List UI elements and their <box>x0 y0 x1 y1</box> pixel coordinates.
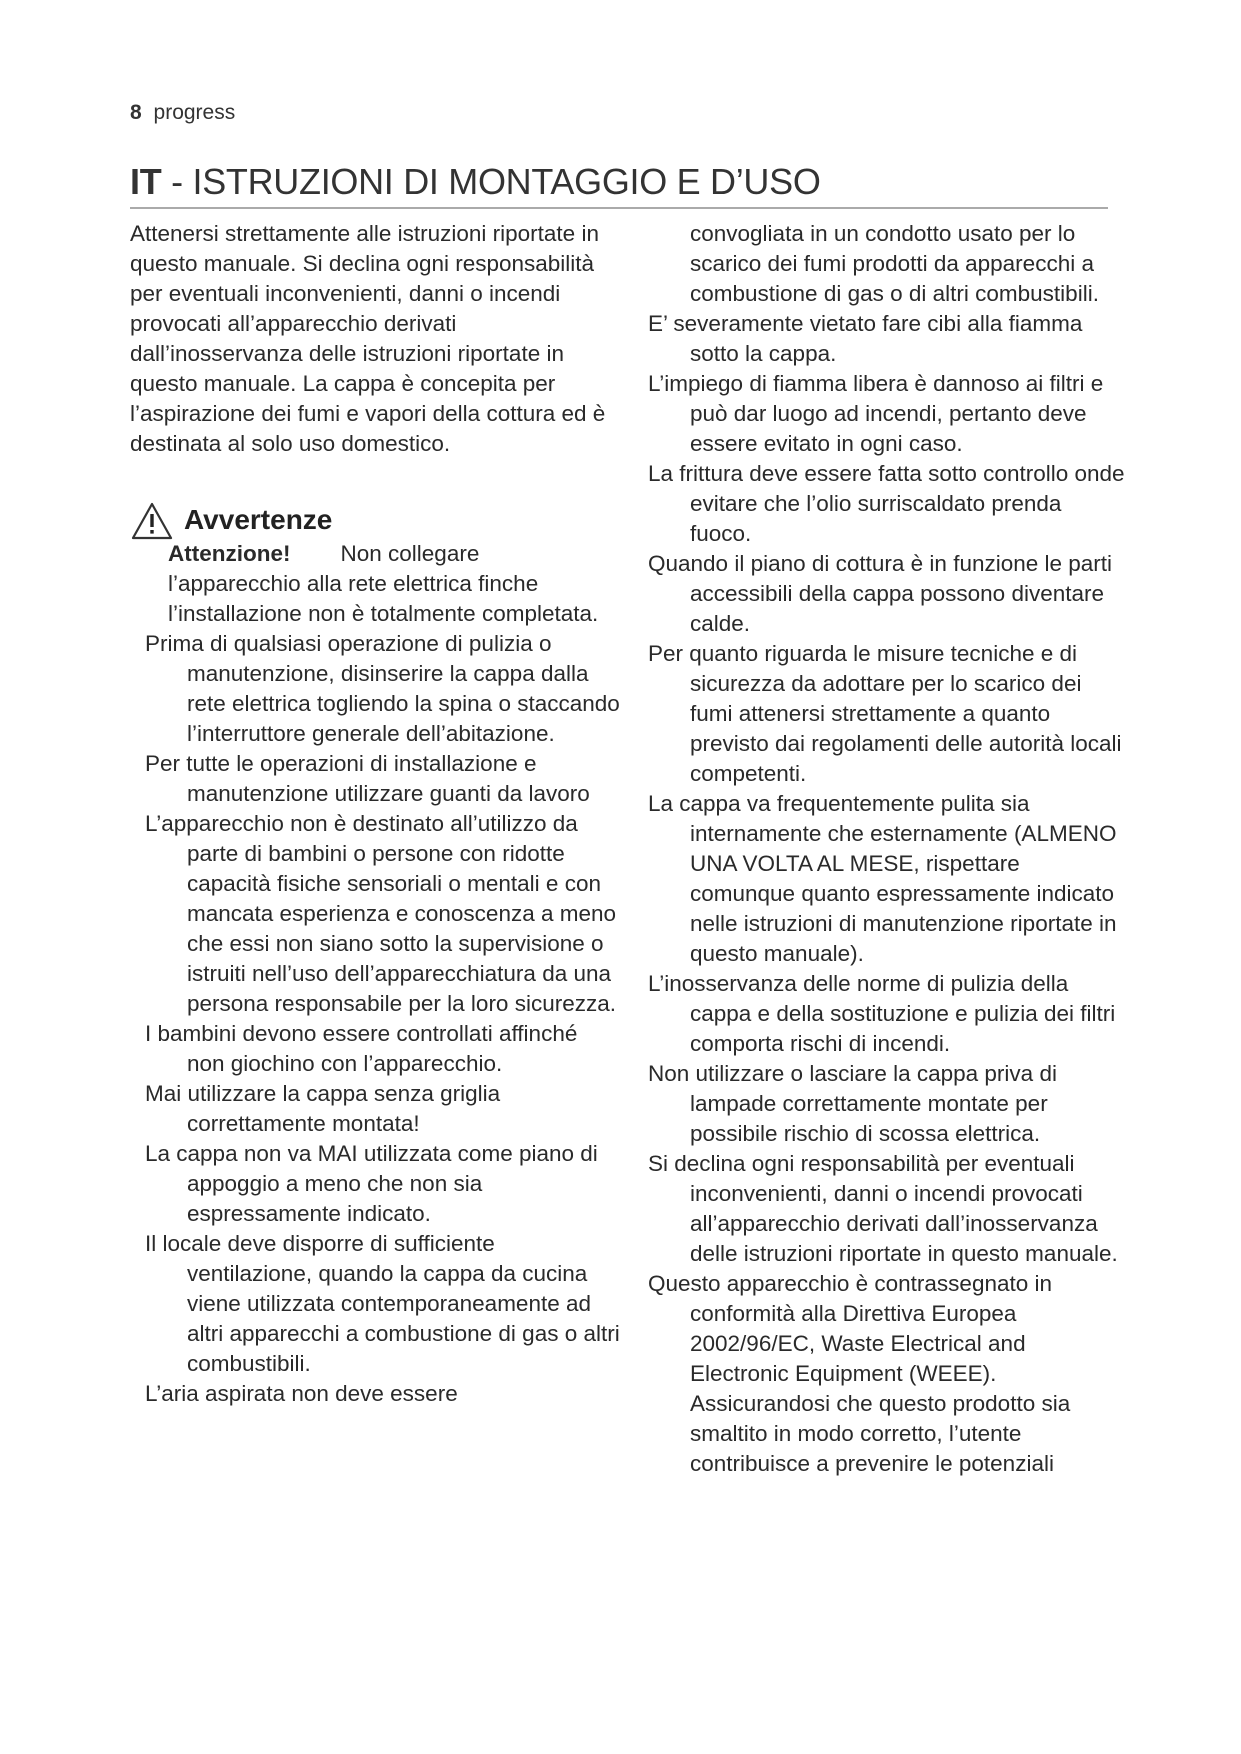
attention-text-b: l’apparecchio alla rete elettrica finche l’installazione non è totalmente completata. <box>168 571 599 626</box>
list-item: Il locale deve disporre di sufficiente ventilazione, quando la cappa da cucina viene utilizzata contemporaneamente ad altri apparecchi a combustione di gas o altri combustibili. <box>145 1231 620 1376</box>
list-item: L’impiego di fiamma libera è dannoso ai filtri e può dar luogo ad incendi, pertanto deve essere evitato in ogni caso. <box>648 371 1104 456</box>
list-item: Prima di qualsiasi operazione di pulizia o manutenzione, disinserire la cappa dalla rete elettrica togliendo la spina o staccando l’interruttore generale dell’abitazione. <box>145 631 620 746</box>
intro-paragraph <box>130 219 610 459</box>
continued-text: convogliata in un condotto usato per lo scarico dei fumi prodotti da apparecchi a combustione di gas o di altri combustibili. <box>690 221 1099 306</box>
left-column <box>130 219 620 1409</box>
list-item: Non utilizzare o lasciare la cappa priva di lampade correttamente montate per possibile rischio di scossa elettrica. <box>648 1061 1057 1146</box>
list-item: Questo apparecchio è contrassegnato in conformità alla Direttiva Europea 2002/96/EC, Waste Electrical and Electronic Equipment (WEEE). Assicurandosi che questo prodotto sia smaltito in modo corretto, l’utente contribuisce a prevenire le potenziali <box>648 1271 1071 1476</box>
language-code: IT <box>130 161 162 202</box>
list-item: I bambini devono essere controllati affinché non giochino con l’apparecchio. <box>145 1021 578 1076</box>
page-number: 8 <box>130 101 142 124</box>
warnings-title: Avvertenze <box>184 504 333 535</box>
warnings-heading <box>130 503 620 539</box>
list-item: La frittura deve essere fatta sotto controllo onde evitare che l’olio surriscaldato prenda fuoco. <box>648 461 1125 546</box>
warning-triangle-icon <box>130 501 174 541</box>
list-item: E’ severamente vietato fare cibi alla fiamma sotto la cappa. <box>648 311 1083 366</box>
intro-text: Attenersi strettamente alle istruzioni riportate in questo manuale. Si declina ogni responsabilità per eventuali inconvenienti, danni o incendi provocati all’apparecchio derivati dall’inosservanza delle istruzioni riportate in questo manuale. La cappa è concepita per l’aspirazione dei fumi e vapori della cottura ed è destinata al solo uso domestico. <box>130 221 606 456</box>
list-item: Per tutte le operazioni di installazione e manutenzione utilizzare guanti da lavoro <box>145 751 590 806</box>
attention-label: Attenzione! <box>168 541 291 566</box>
attention-text-a: Non collegare <box>340 541 480 566</box>
list-item: La cappa va frequentemente pulita sia internamente che esternamente (ALMENO UNA VOLTA AL MESE, rispettare comunque quanto espressamente indicato nelle istruzioni di manutenzione riportate in questo manuale). <box>648 791 1117 966</box>
section-title <box>130 160 1108 209</box>
list-item: Quando il piano di cottura è in funzione le parti accessibili della cappa possono diventare calde. <box>648 551 1113 636</box>
list-item: L’inosservanza delle norme di pulizia della cappa e della sostituzione e pulizia dei filtri comporta rischi di incendi. <box>648 971 1116 1056</box>
list-item: Si declina ogni responsabilità per eventuali inconvenienti, danni o incendi provocati all’apparecchio derivati dall’inosservanza delle istruzioni riportate in questo manuale. <box>648 1151 1118 1266</box>
brand-name: progress <box>153 101 236 124</box>
right-column <box>648 219 1128 1479</box>
list-item: L’aria aspirata non deve essere <box>145 1381 458 1406</box>
list-item: La cappa non va MAI utilizzata come piano di appoggio a meno che non sia espressamente indicato. <box>145 1141 598 1226</box>
list-item: Mai utilizzare la cappa senza griglia correttamente montata! <box>145 1081 501 1136</box>
list-item: L’apparecchio non è destinato all’utilizzo da parte di bambini o persone con ridotte capacità fisiche sensoriali o mentali e con mancata esperienza e conoscenza a meno che essi non siano sotto la supervisione o istruiti nell’uso dell’apparecchiatura da una persona responsabile per la loro sicurezza. <box>145 811 617 1016</box>
attention-item <box>168 539 620 629</box>
left-warning-list <box>145 629 620 1409</box>
page-header <box>130 101 235 125</box>
list-item: Per quanto riguarda le misure tecniche e di sicurezza da adottare per lo scarico dei fumi attenersi strettamente a quanto previsto dai regolamenti delle autorità locali competenti. <box>648 641 1122 786</box>
section-title-text: - ISTRUZIONI DI MONTAGGIO E D’USO <box>161 161 821 202</box>
